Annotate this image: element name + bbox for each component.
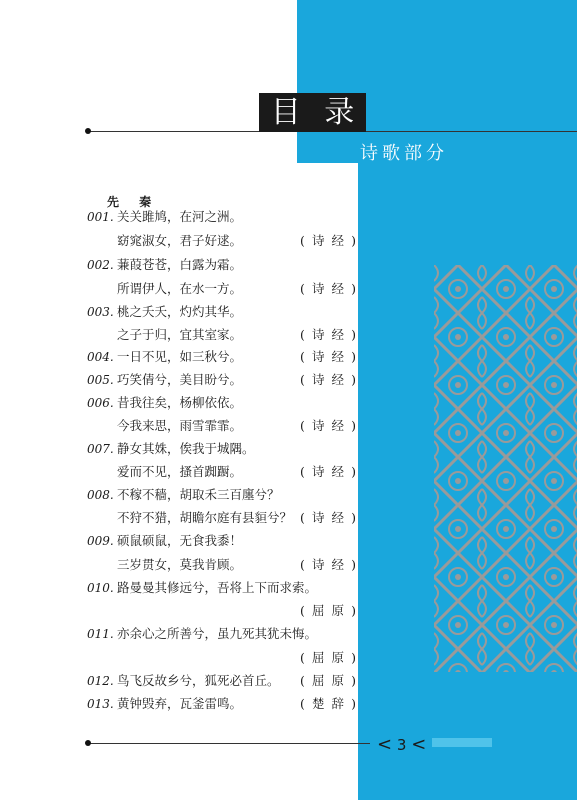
entry-text: 路曼曼其修远兮，吾将上下而求索。 bbox=[117, 580, 318, 595]
entry-source: ( 诗 经 ) bbox=[300, 233, 356, 248]
toc-line bbox=[0, 325, 577, 345]
entry-number: 006. bbox=[87, 396, 114, 410]
entry-text: 硕鼠硕鼠，无食我黍！ bbox=[117, 533, 243, 548]
entry-source: ( 楚 辞 ) bbox=[300, 696, 356, 711]
footer-rule-dot bbox=[85, 740, 91, 746]
entry-text: 静女其姝，俟我于城隅。 bbox=[117, 441, 255, 456]
toc-line bbox=[0, 231, 577, 251]
entry-source: ( 诗 经 ) bbox=[300, 349, 356, 364]
entry-number: 009. bbox=[87, 534, 114, 548]
entry-source: ( 屈 原 ) bbox=[300, 673, 356, 688]
entry-text: 黄钟毁弃，瓦釜雷鸣。 bbox=[117, 696, 243, 711]
entry-source: ( 诗 经 ) bbox=[300, 510, 356, 525]
entry-text: 所谓伊人，在水一方。 bbox=[117, 281, 243, 296]
toc-line bbox=[0, 508, 577, 528]
toc-line bbox=[0, 578, 577, 598]
section-heading: 先 秦 bbox=[107, 195, 160, 209]
toc-line bbox=[0, 393, 577, 413]
toc-line bbox=[0, 648, 577, 668]
entry-number: 007. bbox=[87, 442, 114, 456]
entry-text: 三岁贯女，莫我肯顾。 bbox=[117, 557, 243, 572]
entry-text: 亦余心之所善兮，虽九死其犹未悔。 bbox=[117, 626, 318, 641]
toc-line bbox=[0, 279, 577, 299]
entry-source: ( 诗 经 ) bbox=[300, 327, 356, 342]
title-char-1: 目 bbox=[270, 95, 301, 130]
toc-line bbox=[0, 302, 577, 322]
entry-text: 蒹葭苍苍，白露为霜。 bbox=[117, 257, 243, 272]
entry-number: 002. bbox=[87, 258, 114, 272]
toc-line bbox=[0, 439, 577, 459]
entry-text: 今我来思，雨雪霏霏。 bbox=[117, 418, 243, 433]
entry-text: 昔我往矣，杨柳依依。 bbox=[117, 395, 243, 410]
entry-number: 012. bbox=[87, 674, 114, 688]
page-number-value: 3 bbox=[396, 736, 407, 754]
title-char-2: 录 bbox=[324, 95, 355, 130]
entry-text: 爱而不见，搔首踟蹰。 bbox=[117, 464, 243, 479]
entry-text: 鸟飞反故乡兮，狐死必首丘。 bbox=[117, 673, 280, 688]
page-title bbox=[259, 93, 366, 132]
entry-text: 一日不见，如三秋兮。 bbox=[117, 349, 243, 364]
footer-bar bbox=[432, 738, 492, 747]
entry-source: ( 屈 原 ) bbox=[300, 650, 356, 665]
entry-number: 004. bbox=[87, 350, 114, 364]
toc-line bbox=[0, 347, 577, 367]
toc-line bbox=[0, 531, 577, 551]
entry-number: 001. bbox=[87, 210, 114, 224]
toc-line bbox=[0, 555, 577, 575]
entry-number: 013. bbox=[87, 697, 114, 711]
entry-text: 窈窕淑女，君子好逑。 bbox=[117, 233, 243, 248]
entry-source: ( 屈 原 ) bbox=[300, 603, 356, 618]
toc-line bbox=[0, 207, 577, 227]
entry-number: 010. bbox=[87, 581, 114, 595]
toc-line bbox=[0, 255, 577, 275]
entry-text: 关关雎鸠，在河之洲。 bbox=[117, 209, 243, 224]
entry-source: ( 诗 经 ) bbox=[300, 281, 356, 296]
entry-number: 011. bbox=[87, 627, 114, 641]
toc-line bbox=[0, 485, 577, 505]
entry-source: ( 诗 经 ) bbox=[300, 464, 356, 479]
chevron-left-icon: < bbox=[411, 734, 427, 755]
entry-number: 008. bbox=[87, 488, 114, 502]
entry-text: 不稼不穑，胡取禾三百廛兮？ bbox=[117, 487, 280, 502]
page-number bbox=[377, 734, 426, 755]
toc-line bbox=[0, 416, 577, 436]
toc-line bbox=[0, 370, 577, 390]
header-rule-dot bbox=[85, 128, 91, 134]
entry-number: 003. bbox=[87, 305, 114, 319]
entry-source: ( 诗 经 ) bbox=[300, 372, 356, 387]
toc-line bbox=[0, 694, 577, 714]
entry-number: 005. bbox=[87, 373, 114, 387]
toc-line bbox=[0, 624, 577, 644]
toc-line bbox=[0, 462, 577, 482]
toc-line bbox=[0, 601, 577, 621]
entry-source: ( 诗 经 ) bbox=[300, 418, 356, 433]
entry-text: 之子于归，宜其室家。 bbox=[117, 327, 243, 342]
entry-text: 不狩不猎，胡瞻尔庭有县貆兮？ bbox=[117, 510, 293, 525]
entry-source: ( 诗 经 ) bbox=[300, 557, 356, 572]
page-subtitle: 诗歌部分 bbox=[360, 143, 448, 164]
footer-rule bbox=[88, 743, 370, 744]
entry-text: 巧笑倩兮，美目盼兮。 bbox=[117, 372, 243, 387]
toc-line bbox=[0, 671, 577, 691]
chevron-left-icon: < bbox=[377, 734, 393, 755]
entry-text: 桃之夭夭，灼灼其华。 bbox=[117, 304, 243, 319]
